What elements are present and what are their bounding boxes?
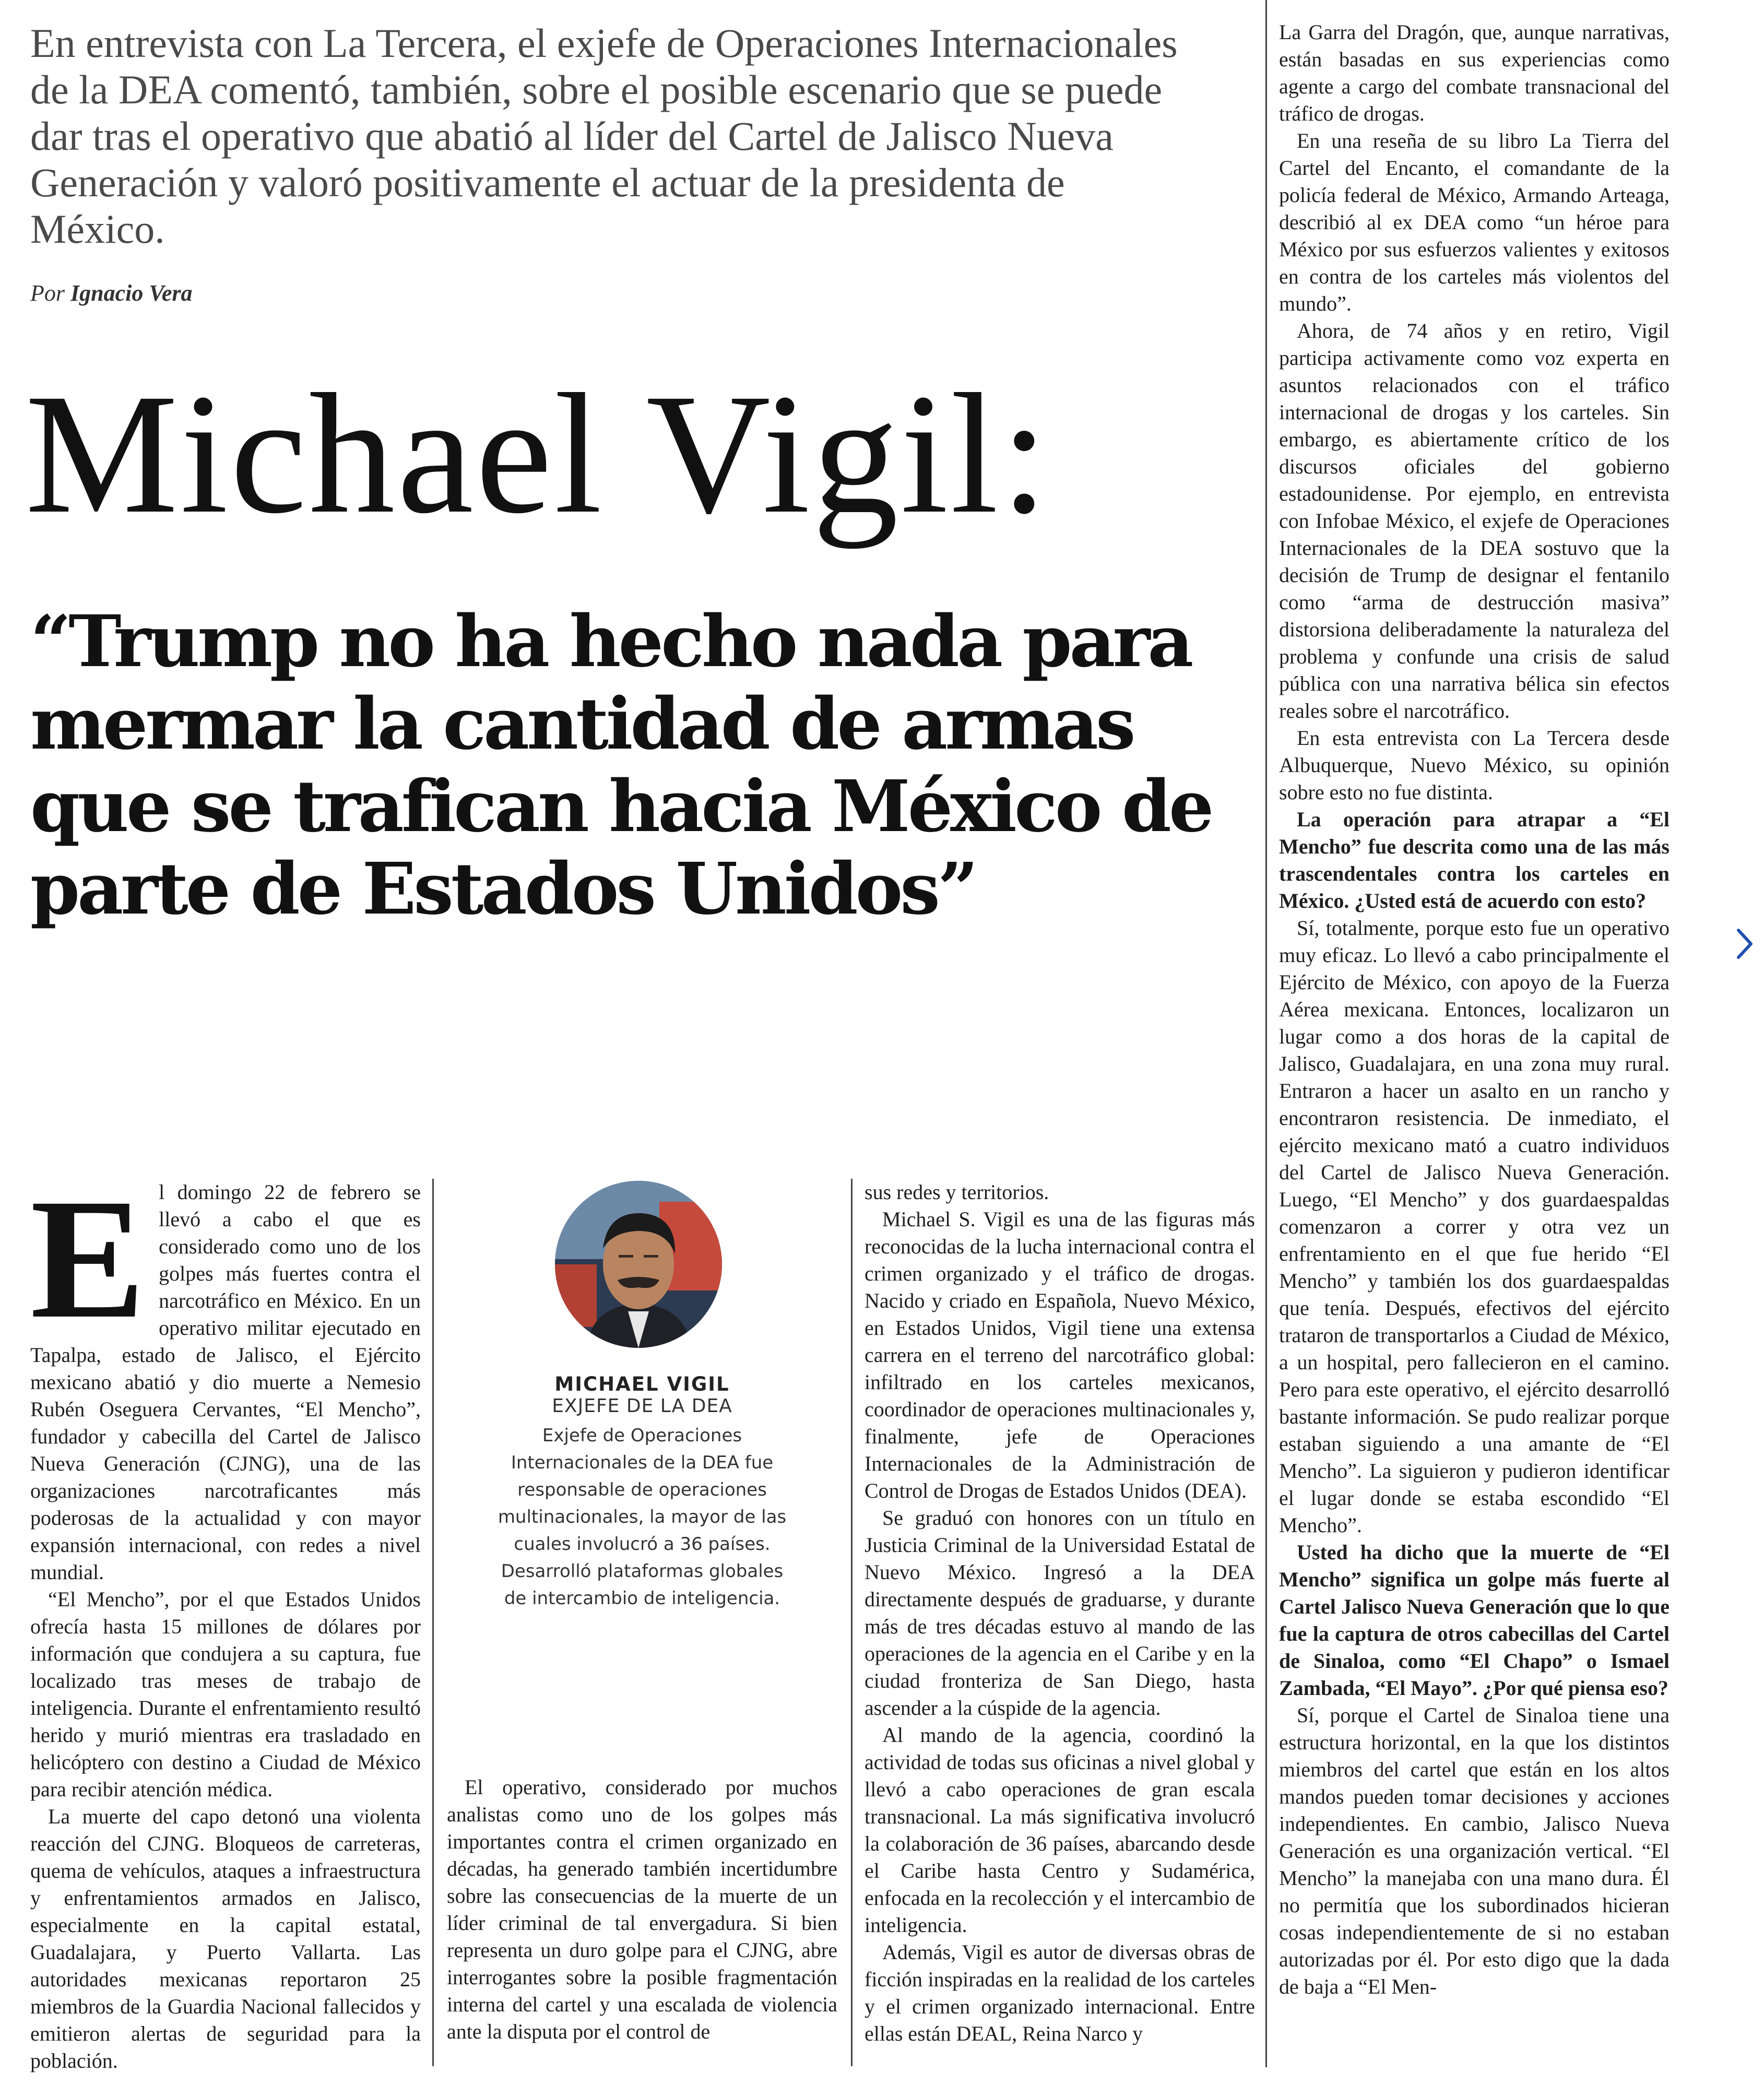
body-column-2: [447, 1774, 837, 2045]
byline-prefix: Por: [30, 280, 65, 306]
headline-quote: “Trump no ha hecho nada para mermar la cantidad de armas que se trafican hacia México de parte de Estados Unidos”: [30, 600, 1212, 931]
paragraph: Ahora, de 74 años y en retiro, Vigil participa activamente como voz experta en asuntos relacionados con el tráfico internacional de drogas y los carteles. Sin embargo, es abiertamente crítico de los discursos oficiales del gobierno estadounidense. Por ejemplo, en entrevista con Infobae México, el exjefe de Operaciones Internacionales de la DEA sostuvo que la decisión de Trump de designar el fentanilo como “arma de destrucción masiva” distorsiona deliberadamente la naturaleza del problema y confunde una crisis de salud pública con una narrativa bélica sin efectos reales sobre el narcotráfico.: [1279, 319, 1670, 722]
column-divider: [1265, 0, 1267, 2067]
profile-role: EXJEFE DE LA DEA: [552, 1395, 732, 1417]
body-column-4: [1279, 19, 1670, 2000]
paragraph: La muerte del capo detonó una violenta reacción del CJNG. Bloqueos de carreteras, quema de vehículos, ataques a infraestructura y enfrentamientos armados en Jalisco, especialmente en la capital estatal, Guadalajara, y Puerto Vallarta. Las autoridades mexicanas reportaron 25 miembros de la Guardia Nacional fallecidos y emitieron alertas de seguridad para la población.: [30, 1805, 421, 2072]
interview-question: La operación para atrapar a “El Mencho” fue descrita como una de las más trascendentales contra los carteles en México. ¿Usted está de acuerdo con esto?: [1279, 808, 1670, 912]
paragraph: sus redes y territorios.: [865, 1180, 1049, 1204]
article-lead: En entrevista con La Tercera, el exjefe de Operaciones Internacionales de la DEA comentó, también, sobre el posible escenario que se puede dar tras el operativo que abatió al líder del Cartel de Jalisco Nueva Generación y valoró positivamente el actuar de la presidenta de México.: [30, 20, 1178, 252]
interview-answer: Sí, porque el Cartel de Sinaloa tiene una estructura horizontal, en la que los distintos miembros del cartel que están en los altos mandos pueden tomar decisiones y acciones independientes. En cambio, Jalisco Nueva Generación es una organización vertical. “El Mencho” la manejaba con una mano dura. Él no permitía que los subordinados hicieran cosas independientemente de si no estaban autorizadas por él. Por esto digo que la dada de baja a “El Men-: [1279, 1703, 1670, 1998]
interview-question: Usted ha dicho que la muerte de “El Mencho” significa un golpe más fuerte al Cartel Jalisco Nueva Generación que lo que fue la captura de otros cabecillas del Cartel de Sinaloa, como “El Chapo” o Ismael Zambada, “El Mayo”. ¿Por qué piensa eso?: [1279, 1540, 1670, 1700]
paragraph: En esta entrevista con La Tercera desde Albuquerque, Nuevo México, su opinión sobre esto no fue distinta.: [1279, 726, 1670, 804]
drop-cap: E: [30, 1164, 146, 1354]
headline-name: Michael Vigil:: [25, 359, 1050, 549]
paragraph: Al mando de la agencia, coordinó la actividad de todas sus oficinas a nivel global y llevó a cabo operaciones de gran escala transnacional. La más significativa involucró la colaboración de 36 países, abarcando desde el Caribe hasta Centro y Sudamérica, enfocada en la recolección y el intercambio de inteligencia.: [865, 1723, 1255, 1937]
column-divider: [432, 1179, 434, 2066]
profile-photo: [555, 1181, 722, 1348]
next-page-button[interactable]: [1732, 923, 1757, 965]
profile-caption: [491, 1373, 794, 1612]
paragraph: Se graduó con honores con un título en Justicia Criminal de la Universidad Estatal de Nuevo México. Ingresó a la DEA directamente después de graduarse, y durante más de tres décadas estuvo al mando de las operaciones de la agencia en el Caribe y en la ciudad fronteriza de San Diego, hasta ascender a la cúspide de la agencia.: [865, 1506, 1255, 1720]
profile-name: MICHAEL VIGIL: [554, 1373, 730, 1395]
profile-description: Exjefe de Operaciones Internacionales de la DEA fue responsable de operaciones multinacionales, la mayor de las cuales involucró a 36 países. Desarrolló plataformas globales de intercambio de inteligencia.: [498, 1425, 787, 1609]
chevron-right-icon: [1732, 923, 1757, 965]
byline-author: Ignacio Vera: [70, 280, 193, 306]
body-column-1: [30, 1164, 421, 2072]
paragraph: Además, Vigil es autor de diversas obras de ficción inspiradas en la realidad de los carteles y el crimen organizado internacional. Entre ellas están DEAL, Reina Narco y: [865, 1940, 1255, 2045]
paragraph: “El Mencho”, por el que Estados Unidos ofrecía hasta 15 millones de dólares por información que condujera a su captura, fue localizado tras meses de trabajo de inteligencia. Durante el enfrentamiento resultó herido y murió mientras era trasladado en helicóptero con destino a Ciudad de México para recibir atención médica.: [30, 1587, 421, 1801]
paragraph: l domingo 22 de febrero se llevó a cabo el que es considerado como uno de los golpes más fuertes contra el narcotráfico en México. En un operativo militar ejecutado en Tapalpa, estado de Jalisco, el Ejército mexicano abatió y dio muerte a Nemesio Rubén Oseguera Cervantes, “El Mencho”, fundador y cabecilla del Cartel de Jalisco Nueva Generación (CJNG), una de las organizaciones narcotraficantes más poderosas de la actualidad y con mayor expansión internacional, con redes a nivel mundial.: [30, 1180, 421, 1584]
paragraph: Michael S. Vigil es una de las figuras más reconocidas de la lucha internacional contra el crimen organizado y el tráfico de drogas. Nacido y criado en Española, Nuevo México, en Estados Unidos, Vigil tiene una extensa carrera en el terreno del narcotráfico global: infiltrado en los carteles mexicanos, coordinador de operaciones multinacionales y, finalmente, jefe de Operaciones Internacionales de la Administración de Control de Drogas de Estados Unidos (DEA).: [865, 1207, 1255, 1502]
paragraph: La Garra del Dragón, que, aunque narrativas, están basadas en sus experiencias como agente a cargo del combate transnacional del tráfico de drogas.: [1279, 20, 1670, 125]
byline: [30, 280, 192, 306]
portrait-image: [555, 1181, 722, 1348]
column-divider: [851, 1179, 853, 2066]
body-column-3: [865, 1179, 1255, 2047]
interview-answer: Sí, totalmente, porque esto fue un operativo muy eficaz. Lo llevó a cabo principalmente el Ejército de México, con apoyo de la Fuerza Aérea mexicana. Entonces, localizaron un lugar como a dos horas de la capital de Jalisco, Guadalajara, en una zona muy rural. Entraron a hacer un asalto en un rancho y encontraron resistencia. De inmediato, el ejército mexicano mató a cuatro individuos del Cartel de Jalisco Nueva Generación. Luego, “El Mencho” y dos guardaespaldas comenzaron a correr y otra vez un enfrentamiento en el que fue herido “El Mencho” y también los dos guardaespaldas que tenía. Después, efectivos del ejército trataron de transportarlos a Ciudad de México, a un hospital, pero fallecieron en el camino. Pero para este operativo, el ejército desarrolló bastante información. Se pudo realizar porque estaban siguiendo a una amante de “El Mencho”. La siguieron y pudieron identificar el lugar donde se estaba escondido “El Mencho”.: [1279, 916, 1670, 1537]
paragraph: El operativo, considerado por muchos analistas como uno de los golpes más importantes contra el crimen organizado en décadas, ha generado también incertidumbre sobre las consecuencias de la muerte de un líder criminal de tal envergadura. Si bien representa un duro golpe para el CJNG, abre interrogantes sobre la posible fragmentación interna del cartel y una escalada de violencia ante la disputa por el control de: [447, 1775, 837, 2043]
paragraph: En una reseña de su libro La Tierra del Cartel del Encanto, el comandante de la policía federal de México, Armando Arteaga, describió al ex DEA como “un héroe para México por sus esfuerzos valientes y exitosos en contra de los carteles más violentos del mundo”.: [1279, 129, 1670, 315]
